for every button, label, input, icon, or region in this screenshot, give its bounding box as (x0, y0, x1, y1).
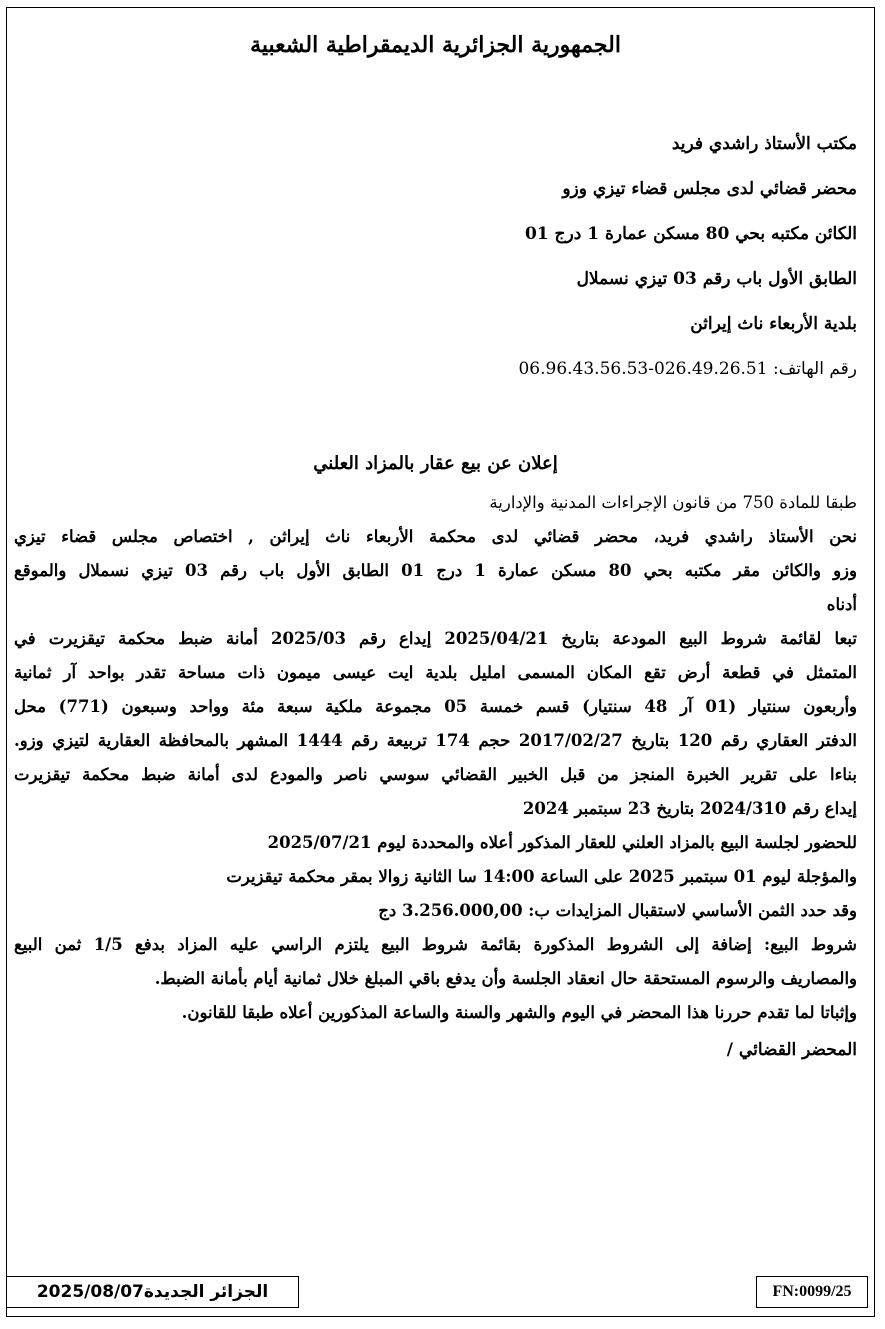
announcement-line: إيداع رقم 2024/310 بتاريخ 23 سبتمبر 2024 (522, 799, 857, 818)
announcement-line: للحضور لجلسة البيع بالمزاد العلني للعقار المذكور أعلاه والمحددة ليوم 2025/07/21 (267, 833, 857, 852)
republic-heading: الجمهورية الجزائرية الديمقراطية الشعبية (250, 32, 621, 58)
announcement-line: أدناه (826, 595, 857, 614)
document-body (14, 10, 857, 1070)
announcement-line: المتمثل في قطعة أرض تقع المكان المسمى امليل بلدية ايت عيسى ميمون ذات مساحة تقدر بواحد آر ثمانية (14, 663, 857, 682)
announcement-line: وإثباتا لما تقدم حررنا هذا المحضر في اليوم والشهر والسنة والساعة المذكورين أعلاه طبقا للقانون. (181, 1003, 857, 1022)
office-phone: رقم الهاتف: 026.49.26.51-06.96.43.56.53 (518, 359, 857, 379)
office-address-block (14, 130, 857, 400)
office-line: الطابق الأول باب رقم 03 تيزي نسملال (576, 269, 857, 289)
announcement-line: وزو والكائن مقر مكتبه بحي 80 مسكن عمارة 1 درج 01 الطابق الأول باب رقم 03 تيزي نسملال والموقع (14, 561, 857, 580)
announcement-title: إعلان عن بيع عقار بالمزاد العلني (313, 453, 558, 474)
announcement-line: وقد حدد الثمن الأساسي لاستقبال المزايدات ب: 3.256.000,00 دج (378, 901, 857, 920)
office-line: الكائن مكتبه بحي 80 مسكن عمارة 1 درج 01 (524, 224, 857, 244)
announcement-line: والمصاريف والرسوم المستحقة حال انعقاد الجلسة وأن يدفع باقي المبلغ خلال ثمانية أيام بأمانة الضبط. (154, 969, 857, 988)
announcement-line: بناءا على تقرير الخبرة المنجز من قبل الخبير القضائي سوسي ناصر والمودع لدى أمانة ضبط محكمة تيقزيرت (14, 765, 857, 784)
file-number-box: FN:0099/25 (756, 1276, 868, 1308)
announcement-line: والمؤجلة ليوم 01 سبتمبر 2025 على الساعة 14:00 سا الثانية زوالا بمقر محكمة تيقزيرت (226, 867, 857, 886)
announcement-line: الدفتر العقاري رقم 120 بتاريخ 2017/02/27 حجم 174 تربيعة رقم 1444 المشهر بالمحافظة العقارية لتيزي وزو. (14, 731, 857, 750)
announcement-line: وأربعون سنتيار (01 آر 48 سنتيار) قسم خمسة 05 مجموعة ملكية سبعة مئة وواحد وسبعون (771) محل (14, 697, 857, 716)
office-line: محضر قضائي لدى مجلس قضاء تيزي وزو (562, 179, 857, 199)
office-line: مكتب الأستاذ راشدي فريد (671, 134, 857, 154)
announcement-line: تبعا لقائمة شروط البيع المودعة بتاريخ 2025/04/21 إيداع رقم 2025/03 أمانة ضبط محكمة تيقزيرت في (14, 629, 857, 648)
announcement-line: شروط البيع: إضافة إلى الشروط المذكورة بقائمة شروط البيع يلتزم الراسي عليه المزاد بدفع 1/5 ثمن البيع (14, 935, 857, 954)
office-line: بلدية الأربعاء ناث إيراثن (690, 314, 857, 334)
bailiff-signature-label: المحضر القضائي / (726, 1040, 857, 1060)
newspaper-date-box: الجزائر الجديدة2025/08/07 (6, 1276, 299, 1308)
announcement-line: طبقا للمادة 750 من قانون الإجراءات المدنية والإدارية (489, 493, 857, 512)
announcement-line: نحن الأستاذ راشدي فريد، محضر قضائي لدى محكمة الأربعاء ناث إيراثن , اختصاص مجلس قضاء تيزي (14, 527, 857, 546)
